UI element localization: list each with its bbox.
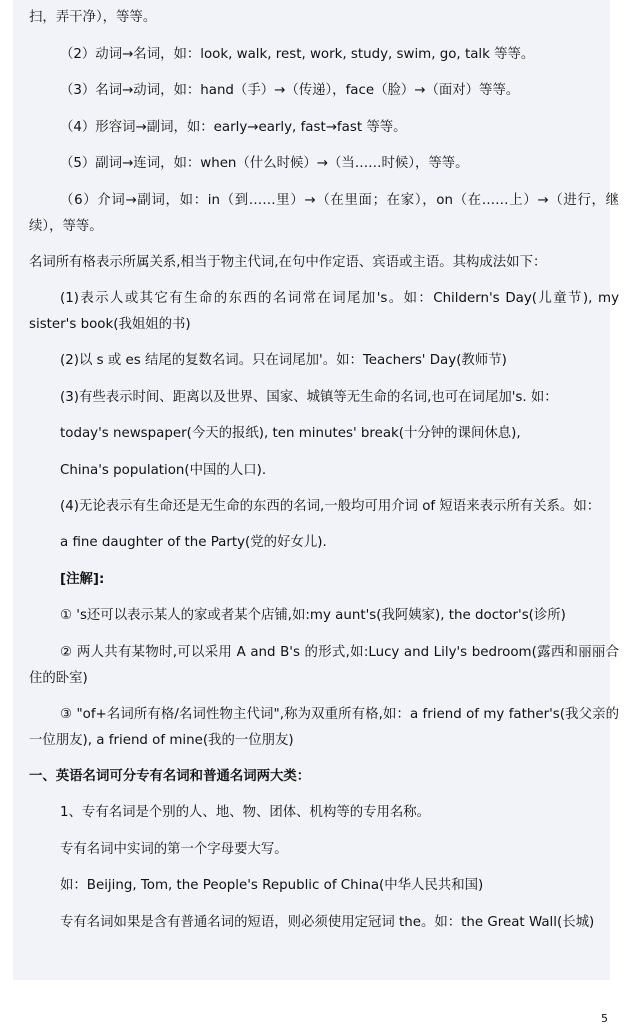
paragraph-possessive-rule-2: (2)以 s 或 es 结尾的复数名词。只在词尾加'。如：Teachers' Day(教师节)	[60, 353, 507, 368]
paragraph-verb-to-noun: （2）动词→名词，如：look, walk, rest, work, study, swim, go, talk 等等。	[60, 46, 535, 62]
section-heading: 一、英语名词可分专有名词和普通名词两大类：	[29, 768, 311, 784]
note-heading: [注解]:	[60, 571, 105, 587]
page-number: 5	[601, 1012, 608, 1025]
paragraph-possessive-intro: 名词所有格表示所属关系,相当于物主代词,在句中作定语、宾语或主语。其构成法如下：	[29, 254, 547, 270]
document-page	[13, 0, 619, 980]
note-item-3: ③ "of+名词所有格/名词性物主代词",称为双重所有格,如：a friend of my father's(我父亲的一位朋友), a friend of mine(我的一位朋友)	[29, 706, 619, 748]
example-population: China's population(中国的人口).	[60, 462, 267, 478]
note-item-1: ① 's还可以表示某人的家或者某个店铺,如:my aunt's(我阿姨家), the doctor's(诊所)	[60, 608, 566, 623]
document-body	[29, 0, 619, 941]
paragraph-continuation: 扫，弄干净），等等。	[29, 10, 157, 25]
paragraph-definite-article: 专有名词如果是含有普通名词的短语，则必须使用定冠词 the。如：the Great Wall(长城)	[60, 914, 595, 930]
paragraph-capitalization: 专有名词中实词的第一个字母要大写。	[60, 841, 288, 857]
paragraph-noun-to-verb: （3）名词→动词，如：hand（手）→（传递），face（脸）→（面对）等等。	[60, 83, 520, 98]
paragraph-possessive-rule-4: (4)无论表示有生命还是无生命的东西的名词,一般均可用介词 of 短语来表示所有关系。如：	[60, 499, 601, 514]
example-proper-nouns: 如：Beijing, Tom, the People's Republic of China(中华人民共和国)	[60, 878, 484, 893]
paragraph-adj-to-adv: （4）形容词→副词，如：early→early, fast→fast 等等。	[60, 119, 407, 135]
paragraph-adv-to-conj: （5）副词→连词，如：when（什么时候）→（当……时候），等等。	[60, 156, 469, 171]
example-daughter: a fine daughter of the Party(党的好女儿).	[60, 535, 327, 550]
example-newspaper: today's newspaper(今天的报纸), ten minutes' break(十分钟的课间休息),	[60, 426, 521, 441]
note-item-2: ② 两人共有某物时,可以采用 A and B's 的形式,如:Lucy and Lily's bedroom(露西和丽丽合住的卧室)	[29, 644, 619, 686]
paragraph-possessive-rule-3: (3)有些表示时间、距离以及世界、国家、城镇等无生命的名词,也可在词尾加's. 如：	[60, 389, 558, 405]
paragraph-proper-noun-def: 1、专有名词是个别的人、地、物、团体、机构等的专用名称。	[60, 805, 431, 820]
paragraph-prep-to-adv: （6）介词→副词，如：in（到……里）→（在里面；在家），on（在……上）→（进行，继续），等等。	[29, 192, 619, 234]
paragraph-possessive-rule-1: (1)表示人或其它有生命的东西的名词常在词尾加's。如：Childern's Day(儿童节), my sister's book(我姐姐的书)	[29, 291, 619, 332]
